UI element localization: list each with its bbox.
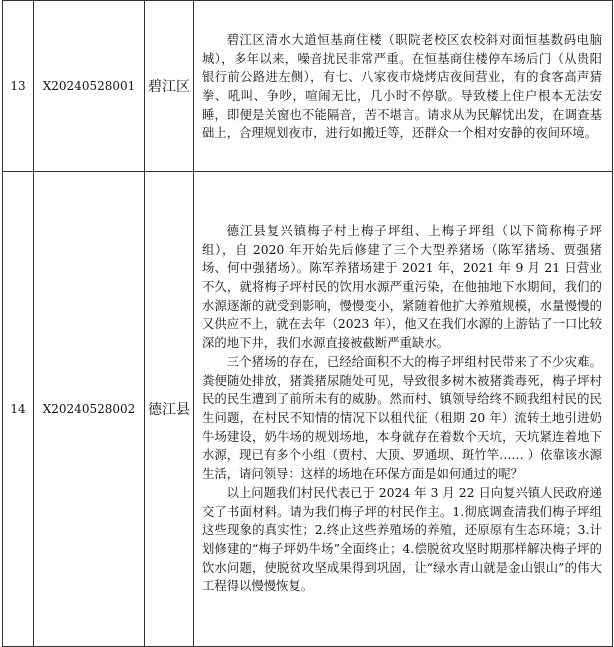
case-id: X20240528002 [34, 172, 145, 647]
case-content [194, 1, 613, 172]
content-paragraph: 碧江区清水大道恒基商住楼（职院老校区农校斜对面恒基数码电脑城），多年以来，噪音扰民非常严重。在恒基商住楼停车场后门（从贵阳银行前公路进左侧），有七、八家夜市烧烤店夜间营业，有的食客高声猜拳、吼叫、争吵，喧闹无比，几小时不停歇。导致楼上住户根本无法安睡，即便是关窗也不能隔音，苦不堪言。请求从为民解忧出发，在调查基础上，合理规划夜市，进行如搬迁等，还群众一个相对安静的夜间环境。 [202, 32, 602, 141]
content-paragraph: 三个猪场的存在，已经给面积不大的梅子坪组村民带来了不少灾难。粪便随处排放，猪粪猪尿随处可见，导致很多树木被猪粪毒死，梅子坪村民的民生遭到了前所未有的威胁。然而村、镇领导给终不顾我组村民的民生问题，在村民不知情的情况下以租代征（租期 20 年）流转土地引进奶牛场建设，奶牛场的规划场地，本身就存在着数个天坑，天坑紧连着地下水源，现已有多个小组（贾村、大顶、罗通坝、斑竹竿…… ）依靠该水源生活，请问领导：这样的场地在环保方面是如何通过的呢？ [202, 354, 602, 482]
table-row [3, 172, 613, 647]
petition-table [2, 0, 613, 647]
table-row [3, 1, 613, 172]
row-number: 13 [3, 1, 34, 172]
case-content [194, 172, 613, 647]
district: 碧江区 [145, 1, 194, 172]
case-id: X20240528001 [34, 1, 145, 172]
row-number: 14 [3, 172, 34, 647]
content-paragraph: 以上问题我们村民代表已于 2024 年 3 月 22 日向复兴镇人民政府递交了书面材料。请为我们梅子坪的村民作主。1.彻底调查清我们梅子坪组这些现象的真实性；2.终止这些养殖场的养殖，还原原有生态环境；3.计划修建的“梅子坪奶牛场”全面终止；4.偿脱贫攻坚时期那样解决梅子坪的饮水问题，使脱贫攻坚成果得到巩固，让“绿水青山就是金山银山”的伟大工程得以慢慢恢复。 [202, 485, 602, 594]
district: 德江县 [145, 172, 194, 647]
content-paragraph: 德江县复兴镇梅子村上梅子坪组、上梅子坪组（以下简称梅子坪组），自 2020 年开始先后修建了三个大型养猪场（陈军猪场、贾强猪场、何中强猪场）。陈军养猪场建于 2021 年，2021 年 9 月 21 日营业不久，就将梅子坪村民的饮用水源严重污染，在他抽地下水期间，我们的水源逐渐的就受到影响，慢慢变小，紧随着他扩大养殖规模，水量慢慢的又供应不上，就在去年（2023 年），他又在我们水源的上游钻了一口比较深的地下井，我们水源直接被截断严重缺水。 [202, 223, 602, 351]
